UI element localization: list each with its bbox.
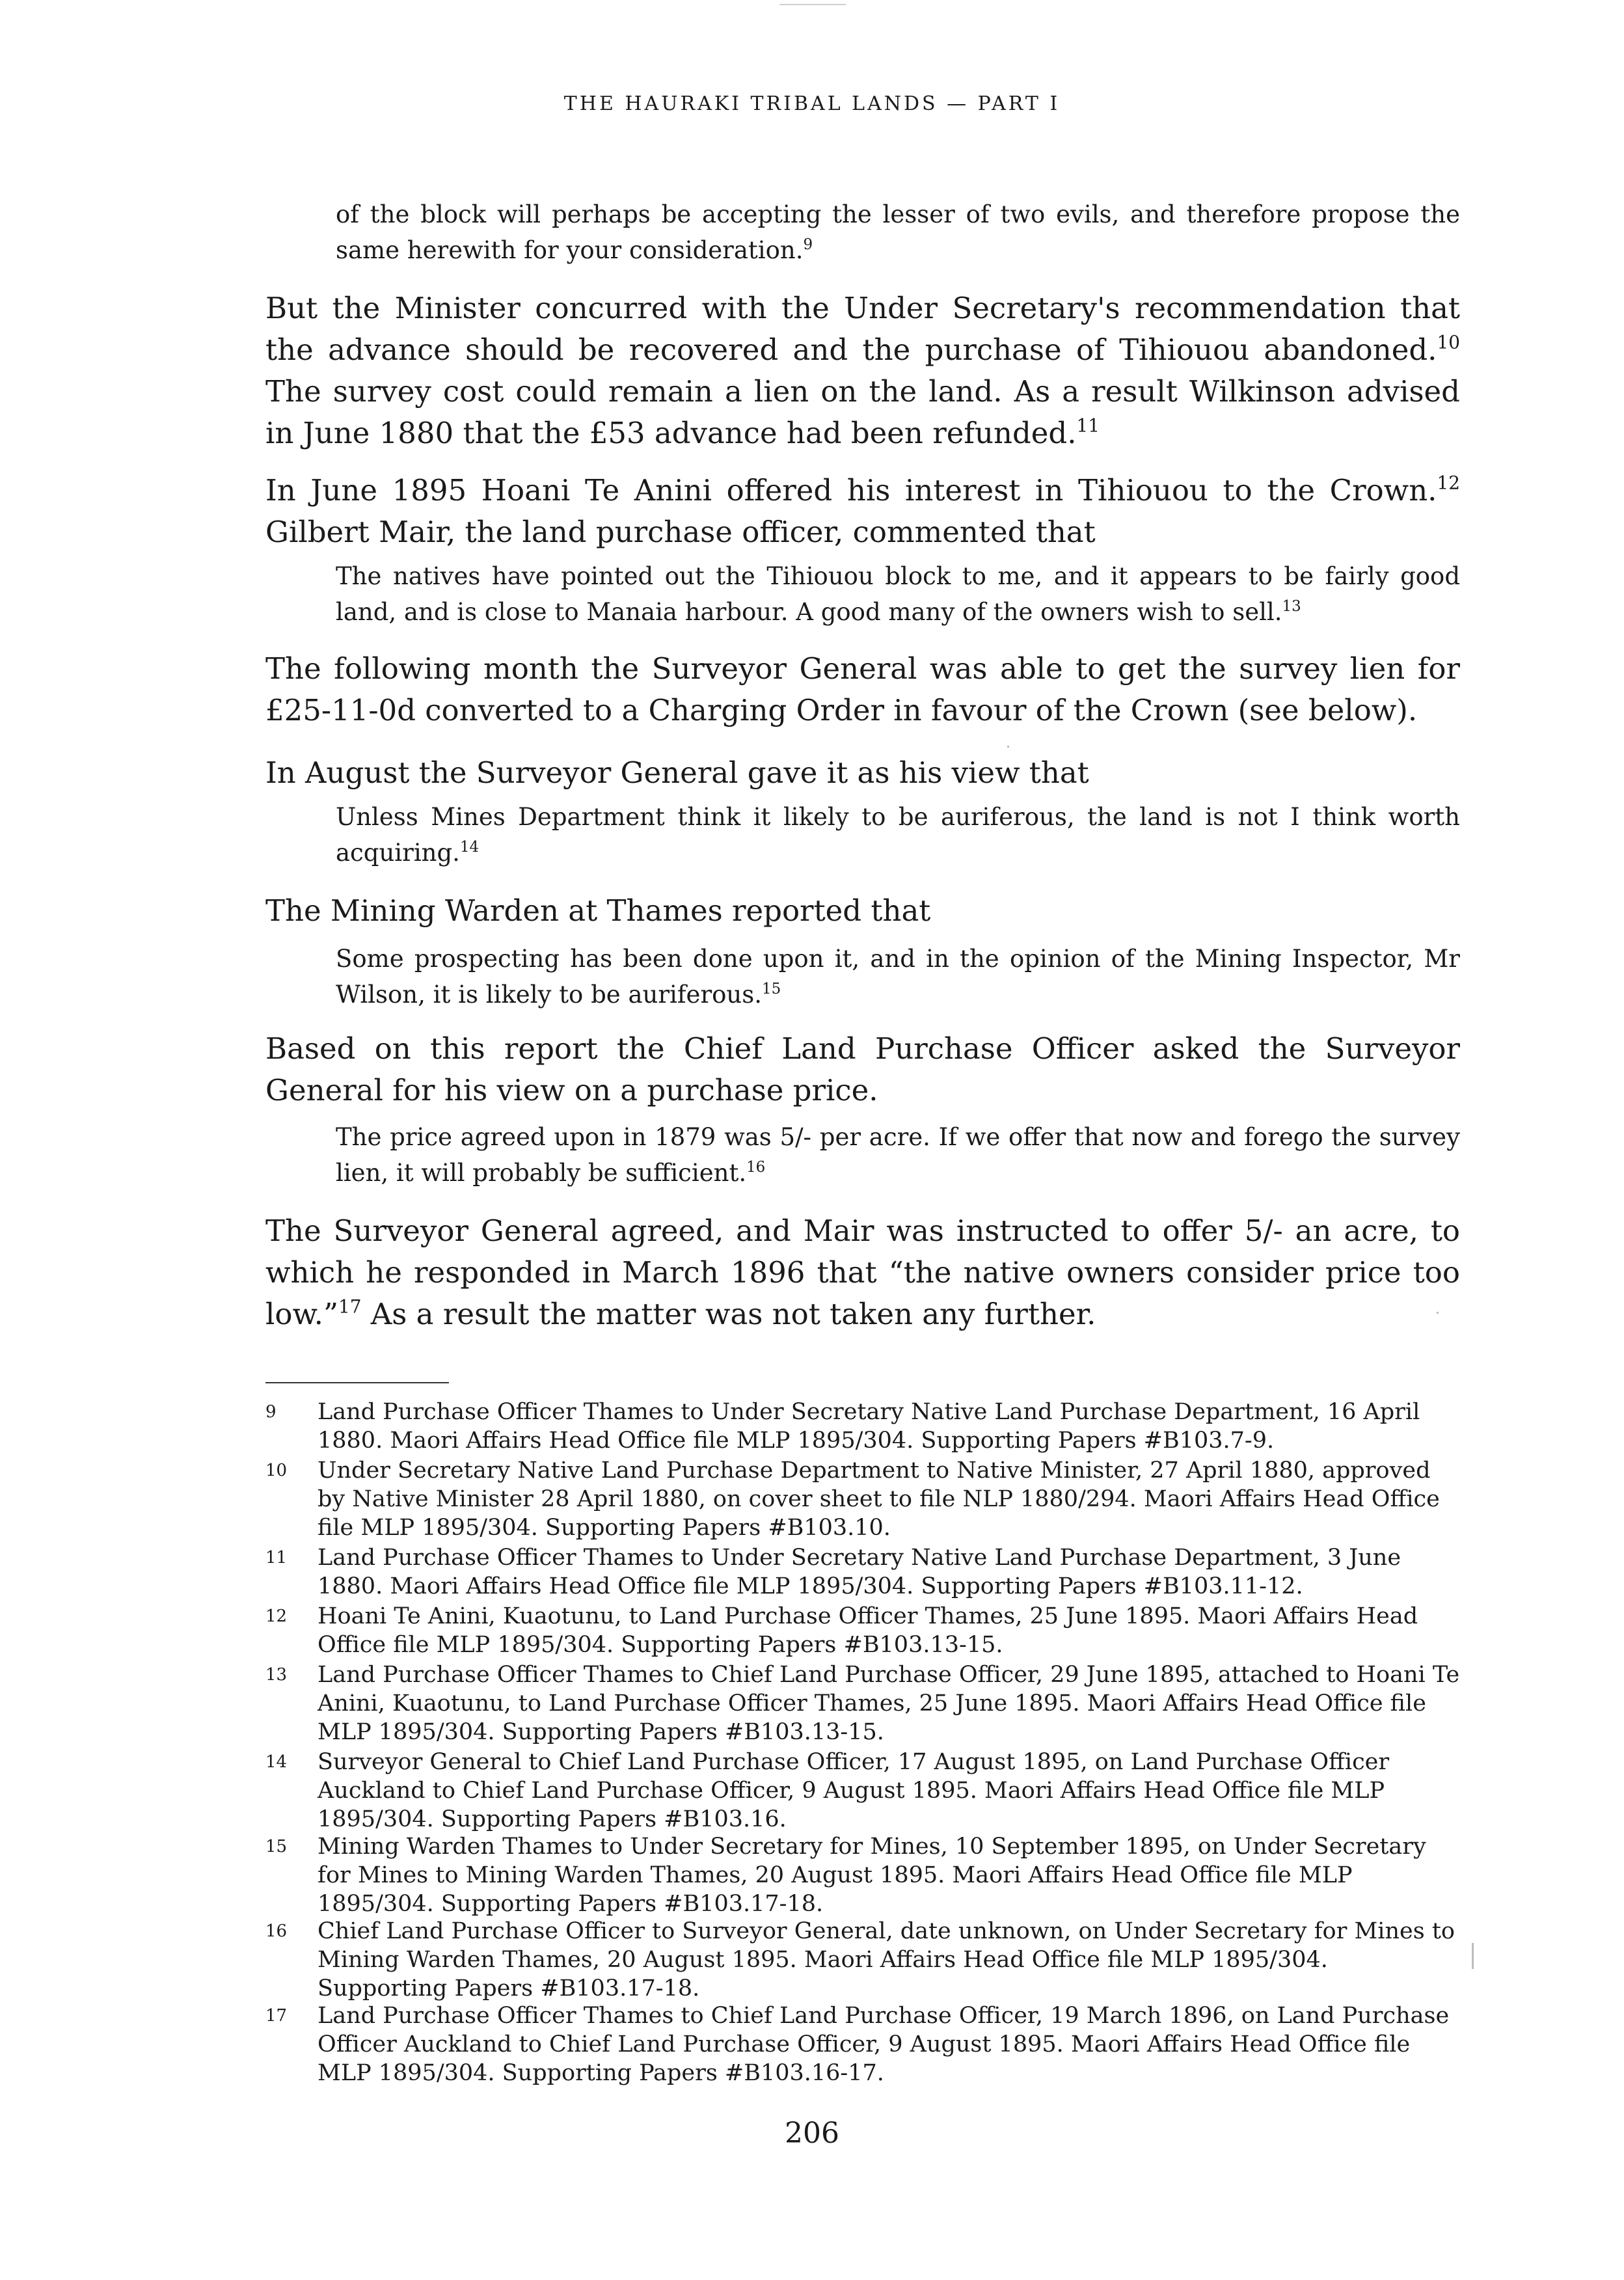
block-quote: Unless Mines Department think it likely to be auriferous, the land is not I think worth acquiring.$^{14}$ — [336, 803, 1460, 867]
footnote-ref[interactable]: 12 — [1437, 472, 1460, 494]
running-header: THE HAURAKI TRIBAL LANDS — PART I — [563, 92, 1061, 115]
footnote-ref[interactable]: 16 — [746, 1158, 766, 1176]
block-quote: The price agreed upon in 1879 was 5/- per acre. If we offer that now and forego the survey lien, it will probably be sufficient.$^{16}$ — [336, 1123, 1460, 1187]
paragraph: The following month the Surveyor General was able to get the survey lien for £25-11-0d converted to a Charging Order in favour of the Crown (see below). — [265, 651, 1460, 727]
footnote-text: Land Purchase Officer Thames to Chief Land Purchase Officer, 19 March 1896, on Land Purchase Officer Auckland to Chief Land Purchase Officer, 9 August 1895. Maori Affairs Head Office file MLP 1895/304. Supporting Papers #B103.16-17. — [318, 2003, 1450, 2086]
footnote-ref[interactable]: 9 — [803, 236, 813, 253]
footnote-text: Chief Land Purchase Officer to Surveyor General, date unknown, on Under Secretary for Mines to Mining Warden Thames, 20 August 1895. Maori Affairs Head Office file MLP 1895/304. Supporting Papers #B103.17-18. — [318, 1918, 1455, 2002]
footnote-text: Surveyor General to Chief Land Purchase Officer, 17 August 1895, on Land Purchase Officer Auckland to Chief Land Purchase Officer, 9 August 1895. Maori Affairs Head Office file MLP 1895/304. Supporting Papers #B103.16. — [318, 1749, 1390, 1832]
scan-speck — [1472, 1943, 1474, 1969]
footnote-ref[interactable]: 10 — [1437, 331, 1460, 353]
footnote-text: Hoani Te Anini, Kuaotunu, to Land Purchase Officer Thames, 25 June 1895. Maori Affairs Head Office file MLP 1895/304. Supporting Papers #B103.13-15. — [318, 1603, 1418, 1658]
footnote-number: 11 — [265, 1548, 288, 1568]
scan-speck — [1437, 1312, 1439, 1314]
footnote-ref[interactable]: 11 — [1076, 414, 1100, 437]
block-quote: The natives have pointed out the Tihiouou block to me, and it appears to be fairly good land, and is close to Manaia harbour. A good many of the owners wish to sell.$^{13}$ — [336, 562, 1460, 626]
paragraph: But the Minister concurred with the Under Secretary's recommendation that the advance should be recovered and the purchase of Tihiouou abandoned.$^{10}$ The survey cost could remain a lien on the land. As a result Wilkinson advised in June 1880 that the £53 advance had been refunded.$^{11}$ — [265, 291, 1460, 450]
footnote-number: 9 — [265, 1402, 277, 1422]
footnote — [265, 1917, 1460, 2003]
footnote-number: 16 — [265, 1921, 288, 1941]
page-number: 206 — [785, 2117, 839, 2150]
paragraph: In June 1895 Hoani Te Anini offered his interest in Tihiouou to the Crown.$^{12}$ Gilbert Mair, the land purchase officer, commented that — [265, 472, 1460, 549]
block-quote: Some prospecting has been done upon it, and in the opinion of the Mining Inspector, Mr Wilson, it is likely to be auriferous.$^{15}$ — [336, 945, 1460, 1009]
footnote-ref[interactable]: 17 — [338, 1296, 362, 1318]
footnote-text: Land Purchase Officer Thames to Under Secretary Native Land Purchase Department, 3 June 1880. Maori Affairs Head Office file MLP 1895/304. Supporting Papers #B103.11-12. — [318, 1545, 1401, 1599]
footnote-text: Mining Warden Thames to Under Secretary for Mines, 10 September 1895, on Under Secretary for Mines to Mining Warden Thames, 20 August 1895. Maori Affairs Head Office file MLP 1895/304. Supporting Papers #B103.17-18. — [318, 1834, 1426, 1917]
footnote-number: 12 — [265, 1607, 288, 1626]
footnote — [265, 1661, 1460, 1746]
footnote-divider — [265, 1382, 449, 1383]
footnote-number: 14 — [265, 1752, 288, 1772]
footnote-number: 17 — [265, 2006, 288, 2026]
scan-mark — [779, 4, 846, 5]
footnote-ref[interactable]: 14 — [459, 838, 480, 856]
footnote-text: Land Purchase Officer Thames to Under Secretary Native Land Purchase Department, 16 April 1880. Maori Affairs Head Office file MLP 1895/304. Supporting Papers #B103.7-9. — [318, 1399, 1420, 1454]
footnote — [265, 1456, 1460, 1542]
paragraph: The Surveyor General agreed, and Mair was instructed to offer 5/- an acre, to which he responded in March 1896 that “the native owners consider price too low.”$^{17}$ As a result the matter was not taken any further. — [265, 1214, 1460, 1331]
footnote-number: 13 — [265, 1665, 288, 1685]
footnote-ref[interactable]: 13 — [1282, 597, 1301, 615]
footnote — [265, 1398, 1460, 1455]
paragraph: The Mining Warden at Thames reported that — [265, 893, 931, 928]
paragraph: Based on this report the Chief Land Purchase Officer asked the Surveyor General for his view on a purchase price. — [265, 1031, 1460, 1107]
paragraph: In August the Surveyor General gave it as his view that — [265, 755, 1089, 790]
footnote — [265, 1543, 1460, 1601]
footnote-number: 10 — [265, 1461, 288, 1480]
block-quote: of the block will perhaps be accepting the lesser of two evils, and therefore propose the same herewith for your consideration.$^9$ — [336, 200, 1460, 264]
footnote — [265, 1748, 1460, 1834]
footnote — [265, 1602, 1460, 1659]
footnote — [265, 2002, 1460, 2087]
footnote-number: 15 — [265, 1837, 288, 1856]
footnote — [265, 1832, 1460, 1918]
footnote-ref[interactable]: 15 — [761, 980, 781, 998]
footnote-text: Under Secretary Native Land Purchase Department to Native Minister, 27 April 1880, approved by Native Minister 28 April 1880, on cover sheet to file NLP 1880/294. Maori Affairs Head Office file MLP 1895/304. Supporting Papers #B103.10. — [318, 1458, 1440, 1541]
scan-speck — [1007, 746, 1009, 748]
footnote-text: Land Purchase Officer Thames to Chief Land Purchase Officer, 29 June 1895, attached to Hoani Te Anini, Kuaotunu, to Land Purchase Officer Thames, 25 June 1895. Maori Affairs Head Office file MLP 1895/304. Supporting Papers #B103.13-15. — [318, 1662, 1460, 1745]
